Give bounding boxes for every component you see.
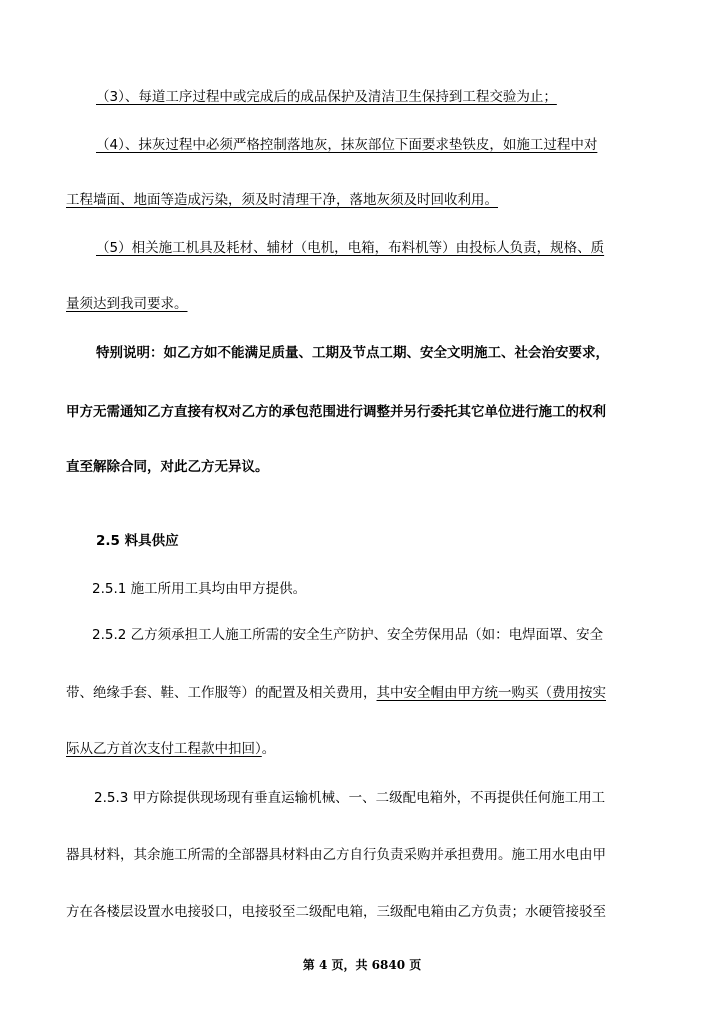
page-footer: 第 4 页，共 6840 页	[302, 958, 422, 972]
clause-2-5-2-line-1: 2.5.2 乙方须承担工人施工所需的安全生产防护、安全劳保用品（如：电焊面罩、安全	[92, 627, 604, 643]
clause-2-5-2-line-3-text: 。	[261, 741, 276, 757]
special-note-line-1: 特别说明：如乙方如不能满足质量、工期及节点工期、安全文明施工、社会治安要求，	[96, 345, 609, 361]
clause-2-5-3-line-2: 器具材料，其余施工所需的全部器具材料由乙方自行负责采购并承担费用。施工用水电由甲	[66, 847, 606, 863]
clause-2-5-3-line-3: 方在各楼层设置水电接驳口，电接驳至二级配电箱，三级配电箱由乙方负责；水硬管接驳至	[66, 904, 606, 920]
paragraph-item-4-line-2: 工程墙面、地面等造成污染，须及时清理干净，落地灰须及时回收利用。	[66, 192, 498, 208]
special-note-line-3: 直至解除合同，对此乙方无异议。	[66, 459, 269, 475]
section-heading-2-5: 2.5 料具供应	[96, 533, 179, 549]
paragraph-item-5-line-1: （5）相关施工机具及耗材、辅材（电机，电箱，布料机等）由投标人负责，规格、质	[96, 240, 605, 256]
clause-2-5-2-line-3	[66, 740, 275, 758]
paragraph-item-3: （3）、每道工序过程中或完成后的成品保护及清洁卫生保持到工程交验为止；	[96, 89, 557, 105]
clause-2-5-2-line-2-underlined: 其中安全帽由甲方统一购买（费用按实	[376, 685, 606, 701]
paragraph-item-4-line-1: （4）、抹灰过程中必须严格控制落地灰，抹灰部位下面要求垫铁皮，如施工过程中对	[96, 137, 598, 153]
clause-2-5-2-line-3-underlined: 际从乙方首次支付工程款中扣回）	[66, 741, 262, 757]
clause-2-5-1: 2.5.1 施工所用工具均由甲方提供。	[92, 581, 307, 597]
clause-2-5-2-line-2	[66, 684, 606, 702]
clause-2-5-3-line-1: 2.5.3 甲方除提供现场现有垂直运输机械、一、二级配电箱外，不再提供任何施工用工	[94, 790, 606, 806]
paragraph-item-5-line-2: 量须达到我司要求。	[66, 296, 188, 312]
special-note-line-2: 甲方无需通知乙方直接有权对乙方的承包范围进行调整并另行委托其它单位进行施工的权利	[66, 404, 606, 420]
clause-2-5-2-line-2-text: 带、绝缘手套、鞋、工作服等）的配置及相关费用，	[66, 685, 377, 701]
